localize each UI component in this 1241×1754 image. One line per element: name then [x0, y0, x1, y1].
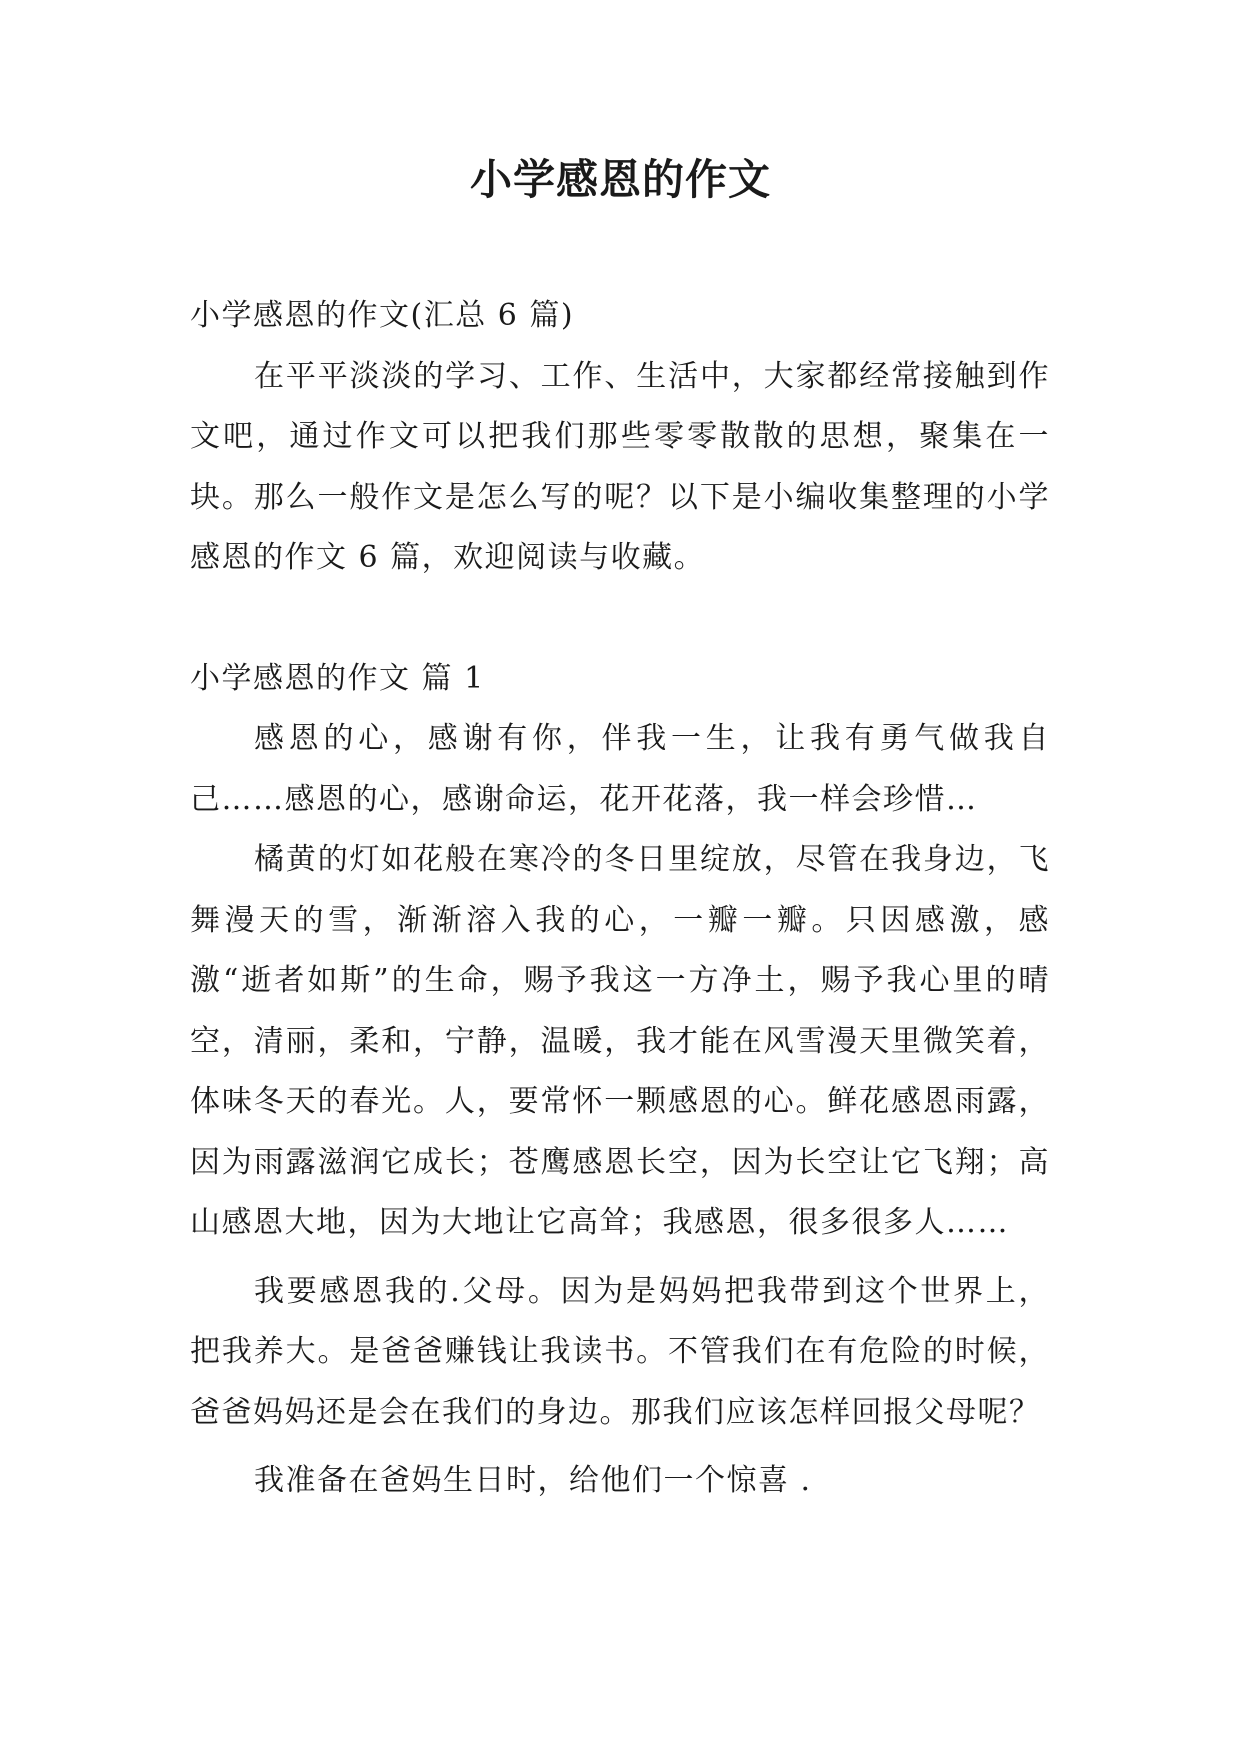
section-spacer — [190, 589, 1050, 649]
body-paragraph: 感恩的心，感谢有你，伴我一生，让我有勇气做我自己……感恩的心，感谢命运，花开花落，我一样会珍惜… — [190, 721, 1050, 817]
section-heading: 小学感恩的作文 篇 1 — [190, 660, 485, 696]
intro-paragraph: 在平平淡淡的学习、工作、生活中，大家都经常接触到作文吧，通过作文可以把我们那些零零散散的思想，聚集在一块。那么一般作文是怎么写的呢？以下是小编收集整理的小学感恩的作文 6 篇，欢迎阅读与收藏。 — [190, 358, 1050, 575]
document-body — [190, 286, 1050, 1512]
paragraph-spacer — [190, 1443, 1050, 1451]
body-paragraph: 我准备在爸妈生日时，给他们一个惊喜 . — [254, 1463, 812, 1498]
document-subtitle: 小学感恩的作文(汇总 6 篇) — [190, 298, 575, 333]
paragraph-spacer — [190, 1254, 1050, 1262]
body-paragraph: 我要感恩我的.父母。因为是妈妈把我带到这个世界上，把我养大。是爸爸赚钱让我读书。不管我们在有危险的时候，爸爸妈妈还是会在我们的身边。那我们应该怎样回报父母呢？ — [190, 1273, 1050, 1430]
document-title: 小学感恩的作文 — [469, 155, 771, 204]
body-paragraph: 橘黄的灯如花般在寒冷的冬日里绽放，尽管在我身边，飞舞漫天的雪，渐渐溶入我的心，一瓣一瓣。只因感激，感激“逝者如斯”的生命，赐予我这一方净土，赐予我心里的晴空，清丽，柔和，宁静，温暖，我才能在风雪漫天里微笑着，体味冬天的春光。人，要常怀一颗感恩的心。鲜花感恩雨露，因为雨露滋润它成长；苍鹰感恩长空，因为长空让它飞翔；高山感恩大地，因为大地让它高耸；我感恩，很多很多人…… — [190, 842, 1050, 1240]
